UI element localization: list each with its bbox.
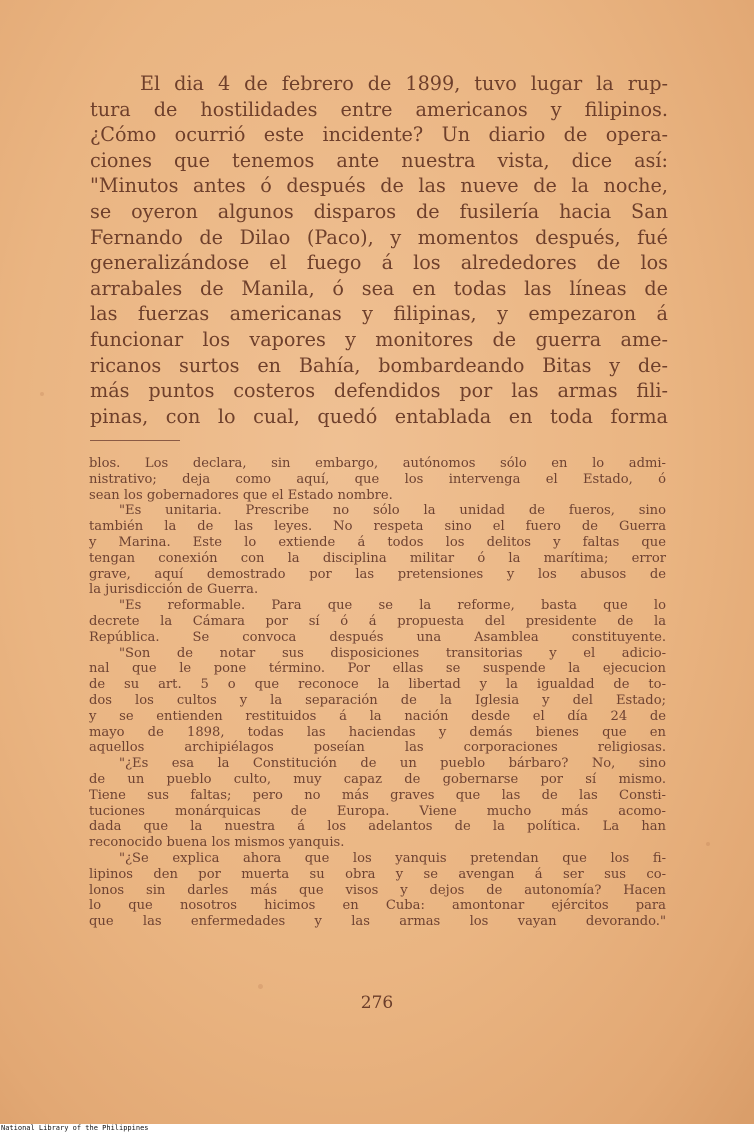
footnote-line: nistrativo; deja como aquí, que los intervenga el Estado, ó [89, 471, 666, 487]
text-line: pinas, con lo cual, quedó entablada en toda forma [90, 404, 668, 428]
footnote-line: dos los cultos y la separación de la Iglesia y del Estado; [89, 692, 666, 708]
page-number: 276 [360, 993, 394, 1013]
footnote-line: Tiene sus faltas; pero no más graves que las de las Consti- [89, 787, 666, 803]
footnote-line: lipinos den por muerta su obra y se avengan á ser sus co- [89, 866, 666, 882]
main-paragraph [90, 71, 668, 429]
text-line: "Minutos antes ó después de las nueve de la noche, [90, 174, 668, 198]
text-line: funcionar los vapores y monitores de guerra ame- [90, 327, 668, 351]
paper-stain [40, 392, 44, 396]
footnote-block [89, 456, 666, 930]
footnote-line: República. Se convoca después una Asamblea constituyente. [89, 629, 666, 645]
footnote-line: de un pueblo culto, muy capaz de gobernarse por sí mismo. [89, 771, 666, 787]
footnote-line: que las enfermedades y las armas los vayan devorando." [89, 914, 666, 930]
text-line: más puntos costeros defendidos por las armas fili- [90, 379, 668, 403]
footnote-line: mayo de 1898, todas las haciendas y demás bienes que en [89, 724, 666, 740]
footnote-line: tengan conexión con la disciplina militar ó la marítima; error [89, 550, 666, 566]
footnote-line: "Es unitaria. Prescribe no sólo la unidad de fueros, sino [119, 503, 666, 519]
text-line: las fuerzas americanas y filipinas, y empezaron á [90, 302, 668, 326]
footnote-line: de su art. 5 o que reconoce la libertad y la igualdad de to- [89, 677, 666, 693]
text-line: arrabales de Manila, ó sea en todas las líneas de [90, 276, 668, 300]
paper-stain [706, 842, 710, 846]
text-line: ¿Cómo ocurrió este incidente? Un diario de opera- [90, 123, 668, 147]
text-line: El dia 4 de febrero de 1899, tuvo lugar la rup- [140, 72, 668, 95]
footnote-line: lo que nosotros hicimos en Cuba: amontonar ejércitos para [89, 898, 666, 914]
text-line: se oyeron algunos disparos de fusilería hacia San [90, 199, 668, 223]
text-line: Fernando de Dilao (Paco), y momentos después, fué [90, 225, 668, 249]
footnote-line: también la de las leyes. No respeta sino el fuero de Guerra [89, 519, 666, 535]
footnote-line: y Marina. Este lo extiende á todos los delitos y faltas que [89, 534, 666, 550]
footnote-line: dada que la nuestra á los adelantos de la política. La han [89, 819, 666, 835]
footnote-line: aquellos archipiélagos poseían las corporaciones religiosas. [89, 740, 666, 756]
footnote-line: nal que le pone término. Por ellas se suspende la ejecucion [89, 661, 666, 677]
text-line: ciones que tenemos ante nuestra vista, dice así: [90, 148, 668, 172]
text-line: generalizándose el fuego á los alrededores de los [90, 251, 668, 275]
footnote-line: sean los gobernadores que el Estado nombre. [89, 487, 393, 503]
footnote-line: blos. Los declara, sin embargo, autónomos sólo en lo admi- [89, 456, 666, 471]
library-credit: National Library of the Philippines [1, 1124, 149, 1132]
footnote-line: grave, aquí demostrado por las pretensiones y los abusos de [89, 566, 666, 582]
footnote-line: la jurisdicción de Guerra. [89, 582, 259, 598]
footnote-divider [90, 440, 180, 441]
paper-stain [258, 984, 263, 989]
footnote-line: y se entienden restituidos á la nación desde el día 24 de [89, 708, 666, 724]
footnote-line: tuciones monárquicas de Europa. Viene mucho más acomo- [89, 803, 666, 819]
footnote-line: decrete la Cámara por sí ó á propuesta del presidente de la [89, 613, 666, 629]
footnote-line: "Son de notar sus disposiciones transitorias y el adicio- [119, 645, 666, 661]
text-line: ricanos surtos en Bahía, bombardeando Bitas y de- [90, 353, 668, 377]
footnote-line: "Es reformable. Para que se la reforme, basta que lo [119, 598, 666, 614]
footnote-line: lonos sin darles más que visos y dejos de autonomía? Hacen [89, 882, 666, 898]
footnote-line: "¿Es esa la Constitución de un pueblo bárbaro? No, sino [119, 756, 666, 772]
footnote-line: "¿Se explica ahora que los yanquis pretendan que los fi- [119, 850, 666, 866]
text-line: tura de hostilidades entre americanos y filipinos. [90, 97, 668, 121]
footnote-line: reconocido buena los mismos yanquis. [89, 835, 345, 851]
